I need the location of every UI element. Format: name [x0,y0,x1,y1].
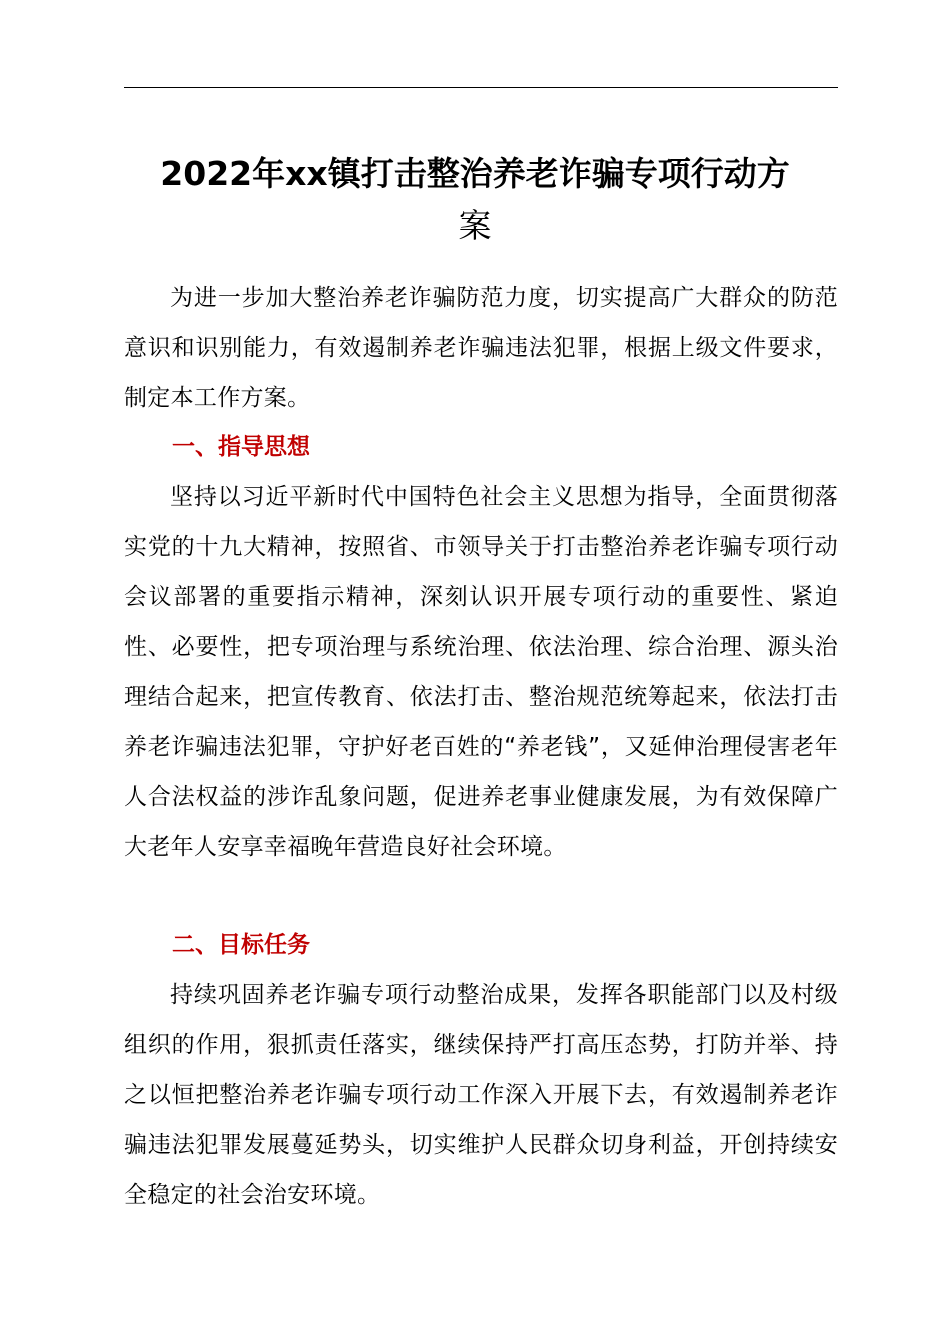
title-line-2: 案 [458,206,492,245]
document-title [100,148,850,252]
intro-paragraph: 为进一步加大整治养老诈骗防范力度，切实提高广大群众的防范意识和识别能力，有效遏制养老诈骗违法犯罪，根据上级文件要求，制定本工作方案。 [124,285,838,411]
header-rule [124,87,838,88]
section-paragraph-guiding-ideology: 坚持以习近平新时代中国特色社会主义思想为指导，全面贯彻落实党的十九大精神，按照省、市领导关于打击整治养老诈骗专项行动会议部署的重要指示精神，深刻认识开展专项行动的重要性、紧迫性、必要性，把专项治理与系统治理、依法治理、综合治理、源头治理结合起来，把宣传教育、依法打击、整治规范统筹起来，依法打击养老诈骗违法犯罪，守护好老百姓的“养老钱”，又延伸治理侵害老年人合法权益的涉诈乱象问题，促进养老事业健康发展，为有效保障广大老年人安享幸福晚年营造良好社会环境。 [124,484,838,860]
section-paragraph-goals-tasks: 持续巩固养老诈骗专项行动整治成果，发挥各职能部门以及村级组织的作用，狠抓责任落实，继续保持严打高压态势，打防并举、持之以恒把整治养老诈骗专项行动工作深入开展下去，有效遏制养老诈骗违法犯罪发展蔓延势头，切实维护人民群众切身利益，开创持续安全稳定的社会治安环境。 [124,982,838,1208]
section-heading-goals-tasks: 二、目标任务 [172,932,310,958]
section-heading-guiding-ideology: 一、指导思想 [172,434,310,460]
title-line-1: 2022年xx镇打击整治养老诈骗专项行动方 [160,154,790,193]
